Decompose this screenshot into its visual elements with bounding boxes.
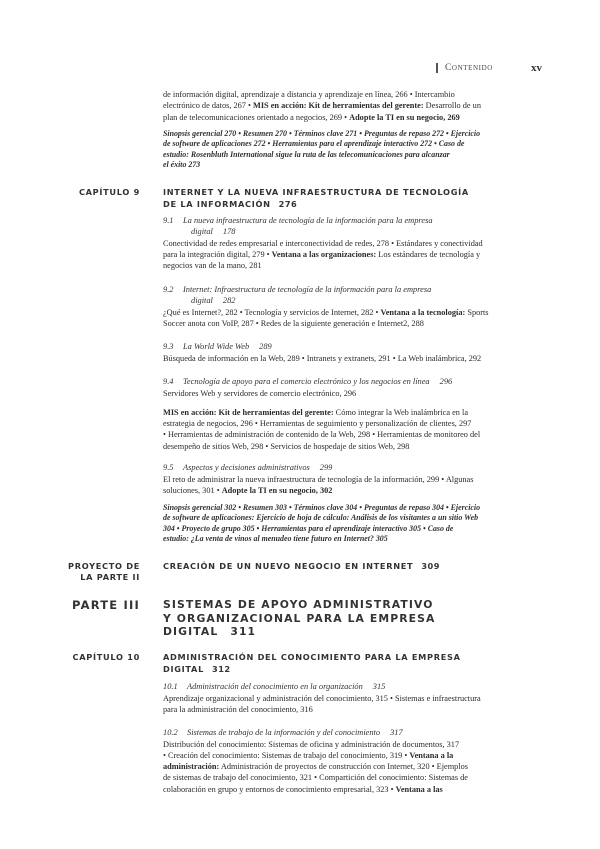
section-body: Servidores Web y servidores de comercio electrónico, 296 MIS en acción: Kit de herramientas del gerente: Cómo integrar la Web inalámbrica en la estrategia de negocios, 296 • Herramientas de seguimiento y personalización de clientes, 297 • Herramientas de administración de contenido de la Web, 298 • Herramientas de monitoreo del desempeño de sitios Web, 298 • Servicios de hospedaje de sitios Web, 298 <box>163 388 481 451</box>
section-9-4 <box>163 377 515 452</box>
section-10-1 <box>163 682 515 715</box>
section-heading[interactable]: 10.1 Administración del conocimiento en la organización 315 <box>163 682 386 691</box>
project-part2-label: PROYECTO DE LA PARTE II <box>68 561 140 582</box>
section-heading[interactable]: 9.1 La nueva infraestructura de tecnología de la información para la empresa digital 178 <box>163 216 433 236</box>
toc-line: plan de telecomunicaciones orientado a negocios, 269 • Adopte la TI en su negocio, 269 <box>163 112 460 122</box>
section-heading[interactable]: 9.3 La World Wide Web 289 <box>163 342 272 351</box>
section-heading[interactable]: 9.5 Aspectos y decisiones administrativos 299 <box>163 463 333 472</box>
part3-title[interactable]: SISTEMAS DE APOYO ADMINISTRATIVO Y ORGANIZACIONAL PARA LA EMPRESA DIGITAL 311 <box>163 598 436 638</box>
section-9-3 <box>163 342 515 364</box>
section-body: Conectividad de redes empresarial e interconectividad de redes, 278 • Estándares y conectividad para la integración digital, 279 • Ventana a las organizaciones: Los estándares de tecnología y negocios van de la mano, 281 <box>163 238 483 270</box>
section-9-2 <box>163 285 515 329</box>
section-body: Distribución del conocimiento: Sistemas de oficina y administración de documentos, 317 • Creación del conocimiento: Sistemas de trabajo del conocimiento, 319 • Ventana a la administración: Administración de proyectos de construcción con Internet, 320 • Ejemplos de sistemas de trabajo del conocimiento, 321 • Compartición del conocimiento: Sistemas de colaboración en grupo y entornos de conocimiento empresarial, 323 • Ventana a las <box>163 739 469 794</box>
section-10-2 <box>163 728 515 795</box>
section-body: El reto de administrar la nueva infraestructura de tecnología de la información, 299 • Algunas soluciones, 301 • Adopte la TI en su negocio, 302 <box>163 474 474 495</box>
adopte-label: Adopte la TI en su negocio, 269 <box>349 112 460 122</box>
section-9-5 <box>163 463 515 496</box>
chapter9-label: CAPÍTULO 9 <box>78 187 140 197</box>
section-body: Búsqueda de información en la Web, 289 • Intranets y extranets, 291 • La Web inalámbrica, 292 <box>163 353 482 363</box>
section-heading[interactable]: 10.2 Sistemas de trabajo de la información y del conocimiento 317 <box>163 728 403 737</box>
mis-label: MIS en acción: Kit de herramientas del gerente: <box>253 101 424 111</box>
section-body: ¿Qué es Internet?, 282 • Tecnología y servicios de Internet, 282 • Ventana a la tecnología: Sports Soccer anota con VoIP, 287 • Redes de la siguiente generación e Internet2, 288 <box>163 307 489 328</box>
chapter9-page: 276 <box>278 198 298 209</box>
section-9-1 <box>163 216 515 271</box>
toc-line: de información digital, aprendizaje a distancia y aprendizaje en línea, 266 • Intercambio <box>163 90 455 99</box>
chapter8-synopsis: Sinopsis gerencial 270 • Resumen 270 • Términos clave 271 • Preguntas de repaso 272 • Ejercicio de software de aplicaciones 272 • Herramientas para el aprendizaje interactivo 272 • Caso de estudio: Rosenbluth International sigue la ruta de las telecomunicaciones para alcanzar el éxito 273 <box>163 129 481 170</box>
chapter10-title[interactable]: ADMINISTRACIÓN DEL CONOCIMIENTO PARA LA EMPRESA DIGITAL 312 <box>163 652 461 674</box>
toc-line: electrónico de datos, 267 • MIS en acción: Kit de herramientas del gerente: Desarrollo de un <box>163 101 481 111</box>
chapter8-continuation <box>163 89 515 123</box>
part3-label: PARTE III <box>72 598 140 612</box>
running-header-section: Contenido <box>445 63 493 73</box>
section-heading[interactable]: 9.4 Tecnología de apoyo para el comercio electrónico y los negocios en línea 296 <box>163 377 453 386</box>
chapter9-title[interactable]: INTERNET Y LA NUEVA INFRAESTRUCTURA DE TECNOLOGÍA DE LA INFORMACIÓN 276 <box>163 187 469 209</box>
project-part2-title[interactable]: CREACIÓN DE UN NUEVO NEGOCIO EN INTERNET 309 <box>163 561 440 571</box>
page-number: xv <box>531 62 542 74</box>
section-body: Aprendizaje organizacional y administración del conocimiento, 315 • Sistemas e infraestructura para la administración del conocimiento, 316 <box>163 693 481 714</box>
section-heading[interactable]: 9.2 Internet: Infraestructura de tecnología de la información para la empresa digital 282 <box>163 285 432 305</box>
mis-label: MIS en acción: Kit de herramientas del gerente: <box>163 408 334 417</box>
chapter9-synopsis: Sinopsis gerencial 302 • Resumen 303 • Términos clave 304 • Preguntas de repaso 304 • Ejercicio de software de aplicaciones: Ejercicio de hoja de cálculo: Análisis de los visitantes a un sitio Web 304 • Proyecto de grupo 305 • Herramientas para el aprendizaje interactivo 305 • Caso de estudio: ¿La venta de vinos al menudeo tiene futuro en Internet? 305 <box>163 503 481 544</box>
header-divider <box>436 63 438 73</box>
chapter10-label: CAPÍTULO 10 <box>72 652 140 662</box>
